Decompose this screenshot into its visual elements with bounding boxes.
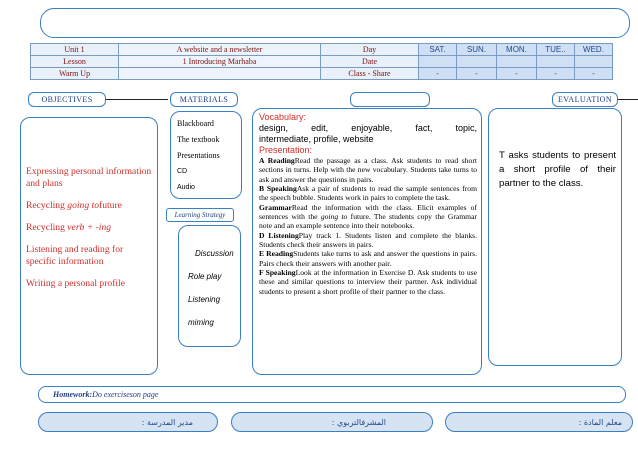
warmup-content-cell: [119, 68, 321, 80]
day-mon: MON.: [497, 44, 537, 56]
material-item: Presentations: [177, 151, 220, 160]
class-share-cell: -: [537, 68, 575, 80]
class-share-cell: -: [497, 68, 537, 80]
day-sun: SUN.: [457, 44, 497, 56]
objective-item: Expressing personal information and plans: [26, 166, 152, 189]
objectives-panel: [20, 117, 158, 375]
strategy-item: miming: [188, 318, 214, 327]
objective-item: Recycling verb + -ing: [26, 222, 112, 233]
step-grammar: GrammarRead the information with the class. Elicit examples of sentences with the going to future. The students copy the Grammar note and an example sentence into their notebooks.: [259, 202, 477, 231]
strategy-item: Listening: [188, 295, 221, 304]
step-d: D ListeningPlay track 1. Students listen and complete the blanks. Students check their answers in pairs.: [259, 230, 478, 250]
date-cell: [537, 56, 575, 68]
vocabulary-heading: Vocabulary:: [259, 112, 307, 122]
divider-line: [618, 99, 638, 100]
material-item: CD: [177, 168, 188, 175]
header-row-lesson: [31, 56, 613, 68]
teacher-signature: معلم المادة :: [445, 412, 633, 432]
step-b: B SpeakingAsk a pair of students to read the sample sentences from the speech bubble. Students work in pairs to complete the task.: [259, 184, 477, 203]
materials-heading: MATERIALS: [170, 92, 238, 107]
header-row-unit: [31, 44, 613, 56]
day-wed: WED.: [575, 44, 613, 56]
materials-panel: [170, 111, 242, 199]
day-tue: TUE..: [537, 44, 575, 56]
date-label-cell: Date: [321, 56, 419, 68]
day-sat: SAT.: [419, 44, 457, 56]
class-share-label-cell: Class - Share: [321, 68, 419, 80]
step-f: F SpeakingLook at the information in Exercise D. Ask students to use these and similar questions to interview their partner. Ask individual students to present a short profile of their partner to the class.: [259, 268, 477, 296]
step-e: E ReadingStudents take turns to ask and answer the questions in pairs. Pairs check their answers with another pair.: [259, 249, 477, 268]
procedure-panel: [252, 108, 482, 375]
homework-bar: [38, 386, 626, 403]
vocabulary-line: design, edit, enjoyable, fact, topic,: [259, 123, 477, 133]
lesson-cell: Lesson: [31, 56, 119, 68]
class-share-cell: -: [419, 68, 457, 80]
objective-item: Writing a personal profile: [26, 278, 125, 289]
evaluation-text: T asks students to present a short profile of their partner to the class.: [499, 150, 616, 189]
presentation-heading: Presentation:: [259, 145, 313, 155]
vocabulary-line: intermediate, profile, website: [259, 134, 374, 144]
evaluation-panel: [488, 108, 622, 366]
divider-line: [106, 99, 168, 100]
strategy-item: Role play: [188, 272, 222, 281]
objectives-heading: OBJECTIVES: [28, 92, 106, 107]
material-item: Audio: [177, 184, 195, 191]
material-item: The textbook: [177, 135, 220, 144]
homework-label: Homework:: [53, 390, 93, 399]
objective-item: Recycling going tofuture: [26, 200, 122, 211]
lesson-header-table: [30, 43, 613, 80]
unit-cell: Unit 1: [31, 44, 119, 56]
date-cell: [419, 56, 457, 68]
homework-text: Do exerciseson page: [92, 390, 159, 399]
evaluation-heading: EVALUATION: [552, 92, 618, 107]
strategy-item: Discussion: [195, 249, 234, 258]
learning-strategy-heading: Learning Strategy: [166, 208, 234, 222]
class-share-cell: -: [457, 68, 497, 80]
warmup-cell: Warm Up: [31, 68, 119, 80]
day-label-cell: Day: [321, 44, 419, 56]
date-cell: [497, 56, 537, 68]
header-row-warmup: [31, 68, 613, 80]
top-banner: [40, 8, 630, 38]
lesson-title-cell: 1 Introducing Marhaba: [119, 56, 321, 68]
supervisor-signature: المشرفالتربوي :: [231, 412, 433, 432]
step-a: A ReadingRead the passage as a class. Ask students to read short sections in turns. Help with the new vocabulary. Students take turns to ask and answer the questions in pairs.: [259, 156, 477, 184]
strategies-panel: [178, 225, 241, 347]
class-share-cell: -: [575, 68, 613, 80]
date-cell: [457, 56, 497, 68]
objective-item: Listening and reading for specific information: [26, 244, 124, 267]
date-cell: [575, 56, 613, 68]
principal-signature: مدير المدرسة :: [38, 412, 218, 432]
material-item: Blackboard: [177, 119, 214, 128]
blank-heading-box: [350, 92, 430, 107]
unit-title-cell: A website and a newsletter: [119, 44, 321, 56]
